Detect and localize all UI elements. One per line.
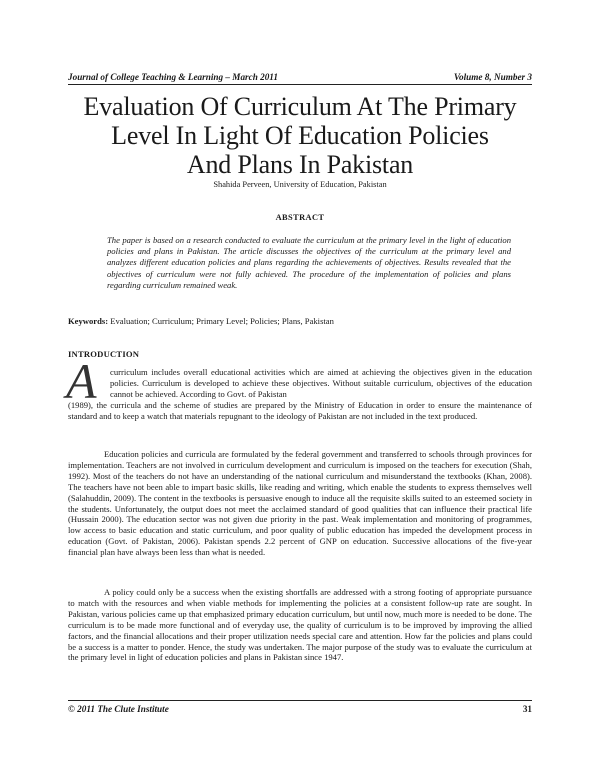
header-rule (68, 84, 532, 85)
footer-rule (68, 700, 532, 701)
page-number: 31 (522, 704, 532, 714)
volume-number: Volume 8, Number 3 (453, 72, 532, 82)
running-header (68, 72, 532, 83)
keywords-text: Evaluation; Curriculum; Primary Level; Policies; Plans, Pakistan (110, 316, 334, 326)
author-affiliation: Shahida Perveen, University of Education, Pakistan (213, 180, 387, 189)
publisher-copyright: © 2011 The Clute Institute (68, 704, 169, 714)
page-footer (68, 704, 532, 714)
title-line-3: And Plans In Pakistan (186, 150, 414, 179)
drop-cap-letter: A (66, 353, 97, 409)
abstract-text: The paper is based on a research conducted to evaluate the curriculum at the primary level in the light of education policies and plans in Pakistan. The article discusses the objectives of the curriculum at the primary level and analyzes different education policies and plans regarding the achievements of objectives. Results revealed that the objectives of curriculum were not fully achieved. The procedure of the implementation of policies and plans regarding curriculum remained weak. (107, 235, 511, 290)
abstract-heading: ABSTRACT (275, 213, 325, 222)
keywords-line (68, 316, 532, 327)
title-line-1: Evaluation Of Curriculum At The Primary (83, 92, 517, 121)
journal-name: Journal of College Teaching & Learning – March 2011 (68, 72, 278, 82)
paper-title (68, 92, 532, 179)
paragraph-1-opening: curriculum includes overall educational activities which are aimed at achieving the objectives given in the education policies. Curriculum is developed to achieve these objectives. Without suitable curriculum, objectives of the education cannot be achieved. According to Govt. of Pakistan (110, 367, 532, 399)
title-line-2: Level In Light Of Education Policies (111, 121, 489, 150)
keywords-label: Keywords: (68, 316, 109, 326)
introduction-heading: INTRODUCTION (68, 349, 140, 359)
paragraph-2: Education policies and curricula are formulated by the federal government and transferred to schools through provinces for implementation. Teachers are not involved in curriculum development and curriculum is imposed on the teachers for execution (Shah, 1992). Most of the teachers do not have an understanding of the national curriculum and misunderstand the textbooks (Khan, 2008). The teachers have not been able to impart basic skills, like reading and writing, which enable the students to express themselves well (Salahuddin, 2009). The content in the textbooks is persuasive enough to induce all the requisite skills suited to an esteemed society in the students. Unfortunately, the output does not meet the acclaimed standard of good qualities that can influence their practical life (Hussain 2000). The education sector was not given due priority in the past. Weak implementation and monitoring of programmes, low access to basic education and static curriculum, and poor quality of public education has impeded the development process in education (Govt. of Pakistan, 2006). Pakistan spends 2.2 percent of GNP on education. Successive allocations of the five-year financial plan have always been less than what is needed. (68, 449, 532, 558)
paragraph-3: A policy could only be a success when the existing shortfalls are addressed with a strong footing of appropriate pursuance to match with the resources and when viable methods for implementing the policies at a consistent follow-up rate are sought. In Pakistan, various policies came up that emphasized primary education curriculum, but until now, much more is needed to be done. The curriculum is to be made more functional and of everyday use, the quality of curriculum is to be improved by improving the allied factors, and the financial allocations and their proper utilization needs special care and attention. How far the policies and plans could be a success is a matter to ponder. Hence, the study was undertaken. The major purpose of the study was to evaluate the curriculum at the primary level in light of education policies and plans in Pakistan since 1947. (68, 587, 532, 663)
paragraph-1-continued: (1989), the curricula and the scheme of studies are prepared by the Ministry of Education in order to ensure the maintenance of standard and to keep a watch that materials repugnant to the ideology of Pakistan are not included in the text produced. (68, 400, 532, 421)
